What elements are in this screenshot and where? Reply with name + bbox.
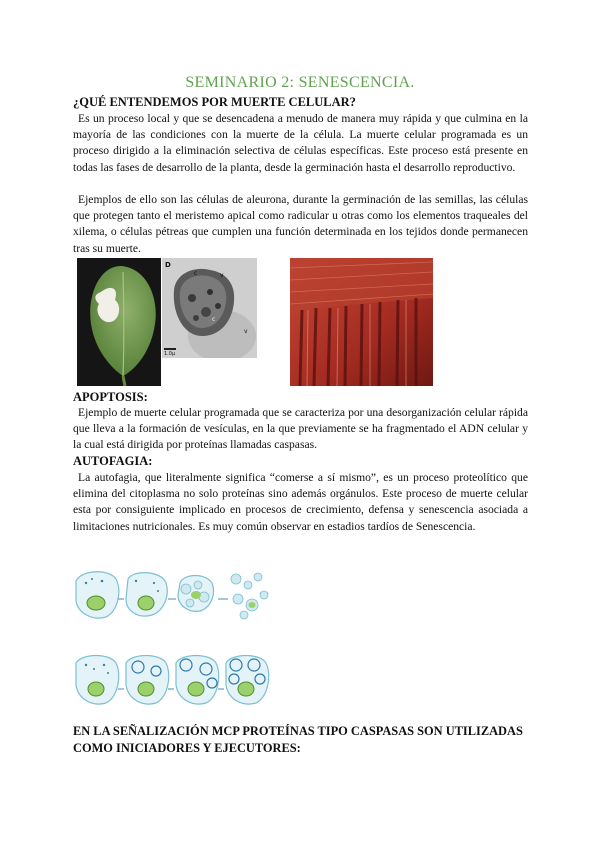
page-title: SEMINARIO 2: SENESCENCIA.: [185, 74, 415, 91]
micrograph-label-c1: c: [194, 270, 198, 277]
autophagy-cell-diagram: [72, 651, 272, 709]
paragraph-definicion-text: Es un proceso local y que se desencadena a menudo de manera muy rápida y que culmina en la mayoría de las condiciones con la muerte de la célula. La muerte celular programada es un proceso dirigido a la eliminación selectiva de células específicas. Este proceso está presente en todas las fases de desarrollo de la planta, desde la germinación hasta el desarrollo reproductivo.: [73, 112, 528, 174]
leaf-photo: [77, 258, 161, 386]
paragraph-autofagia-text: La autofagia, que literalmente significa “comerse a sí mismo”, es un proceso proteolítico que elimina del citoplasma no solo proteínas sino además orgánulos. Este proceso de muerte celular esta por consiguiente implicado en procesos de crecimiento, defensa y senescencia asociada a limitaciones nutricionales. Es muy común observar en estadios tardíos de Senescencia.: [73, 471, 528, 533]
xylem-tissue-image: [290, 258, 433, 386]
micrograph-image: [162, 258, 257, 358]
section-heading-senalizacion: EN LA SEÑALIZACIÓN MCP PROTEÍNAS TIPO CASPASAS SON UTILIZADAS COMO INICIADORES Y EJECUTORES:: [73, 724, 523, 755]
micrograph-label-v2: v: [244, 328, 248, 335]
apoptosis-cell-diagram: [72, 565, 272, 623]
micrograph-label-d: D: [165, 261, 171, 269]
section-heading-muerte-celular: ¿QUÉ ENTENDEMOS POR MUERTE CELULAR?: [73, 95, 356, 109]
paragraph-ejemplos: [73, 192, 528, 257]
micrograph-label-v1: v: [220, 272, 224, 279]
paragraph-definicion: [73, 111, 528, 176]
paragraph-apoptosis-text: Ejemplo de muerte celular programada que se caracteriza por una desorganización celular rápida que lleva a la formación de vesículas, en la que previamente se ha fragmentado el ADN celular y la cual está dirigida por proteínas llamadas caspasas.: [73, 406, 528, 452]
micrograph-label-c2: c: [212, 316, 216, 323]
micrograph-scale: 1.0μ: [164, 351, 176, 357]
paragraph-ejemplos-text: Ejemplos de ello son las células de aleurona, durante la germinación de las semillas, las células que protegen tanto el meristemo apical como radicular u otras como los elementos traqueales del xilema, o células pétreas que cumplen una función determinada en los tejidos donde permanecen tras su muerte.: [73, 193, 528, 255]
section-heading-autofagia: AUTOFAGIA:: [73, 454, 153, 468]
paragraph-apoptosis: [73, 405, 528, 454]
section-heading-apoptosis: APOPTOSIS:: [73, 390, 148, 404]
paragraph-autofagia: [73, 470, 528, 535]
